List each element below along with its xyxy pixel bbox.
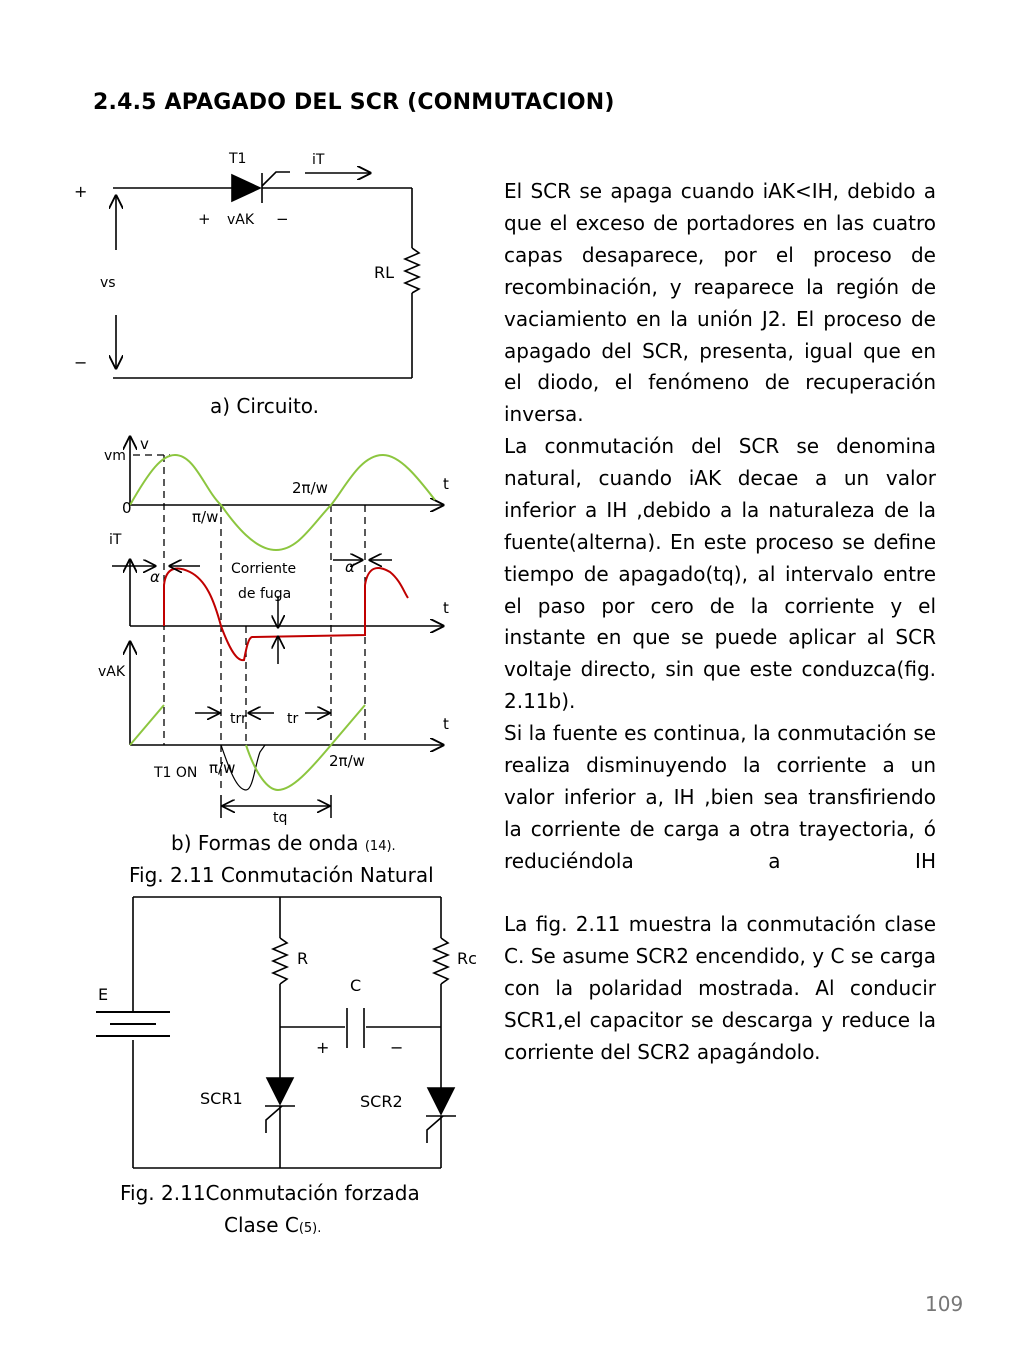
label-t-mid: t xyxy=(443,599,449,617)
caption-circuit: a) Circuito. xyxy=(210,394,320,418)
label-scr1: SCR1 xyxy=(200,1089,243,1108)
label-it: iT xyxy=(312,152,325,168)
body-paragraph-2 xyxy=(504,431,936,718)
label-leak-1: Corriente xyxy=(231,561,297,577)
label-v: v xyxy=(140,435,149,453)
body-paragraph-3 xyxy=(504,718,936,878)
label-vak: vAK xyxy=(227,212,255,228)
label-zero: 0 xyxy=(122,499,132,517)
paragraph-3-text: Si la fuente es continua, la conmutación se realiza disminuyendo la corriente a un valor inferior a, IH ,bien sea transfiriendo la corriente de carga a otra trayectoria, ó reduciéndola a IH xyxy=(504,721,936,873)
paragraph-1-text: El SCR se apaga cuando iAK<IH, debido a que el exceso de portadores en las cuatro capas desaparece, por el proceso de recombinación, y reaparece la región de vaciamiento en la unión J2. El proceso de apagado del SCR, presenta, igual que en el diodo, el fenómeno de recuperación inversa. xyxy=(504,179,936,427)
body-paragraph-1 xyxy=(504,176,936,431)
label-e: E xyxy=(98,985,109,1004)
label-pi-w-top: π/w xyxy=(192,508,219,526)
label-vak-minus: − xyxy=(276,210,289,228)
label-cap-minus: − xyxy=(390,1038,404,1057)
caption-forced-ref: (5). xyxy=(298,1221,322,1236)
label-it-wave: iT xyxy=(109,532,122,548)
caption-fig-natural: Fig. 2.11 Conmutación Natural xyxy=(129,863,434,887)
waveform-labels xyxy=(98,435,449,826)
label-pi-w-bot: π/w xyxy=(209,759,236,777)
label-scr2: SCR2 xyxy=(360,1092,403,1111)
label-c: C xyxy=(350,976,362,995)
caption-waveforms xyxy=(171,831,396,855)
caption-waveforms-text: b) Formas de onda xyxy=(171,831,359,855)
label-trr: trr xyxy=(230,711,247,727)
caption-forced-class: Clase C xyxy=(224,1213,299,1237)
paragraph-2-text: La conmutación del SCR se denomina natural, cuando iAK decae a un valor inferior a IH ,debido a la naturaleza de la fuente(alterna). En este proceso se define tiempo de apagado(tq), al intervalo entre el paso por cero de la corriente y el instante en que se puede aplicar al SCR voltaje directo, sin que este conduzca(fig. 2.11b). xyxy=(504,434,936,714)
label-t-bot: t xyxy=(443,715,449,733)
label-vak-wave: vAK xyxy=(98,664,126,680)
label-vs: vs xyxy=(100,275,116,291)
label-2pi-w-bot: 2π/w xyxy=(329,752,365,770)
label-plus: + xyxy=(74,182,88,201)
label-leak-2: de fuga xyxy=(238,586,292,602)
label-cap-plus: + xyxy=(316,1038,330,1057)
resistor-rl xyxy=(405,248,419,293)
current-wave xyxy=(164,568,408,660)
label-t1-on: T1 ON xyxy=(154,765,198,781)
label-2pi-w-top: 2π/w xyxy=(292,479,328,497)
body-paragraph-4 xyxy=(504,909,936,1069)
label-alpha-left: α xyxy=(150,568,160,586)
caption-waveforms-ref: (14). xyxy=(364,839,396,854)
label-t-top: t xyxy=(443,475,449,493)
forced-commutation-circuit xyxy=(96,897,456,1168)
paragraph-4-text: La fig. 2.11 muestra la conmutación clase C. Se asume SCR2 encendido, y C se carga con la polaridad mostrada. Al conducir SCR1,el capacitor se descarga y reduce la corriente del SCR2 apagándolo. xyxy=(504,912,936,1064)
label-r: R xyxy=(297,949,309,968)
label-vak-plus: + xyxy=(198,210,211,228)
scr-t1-symbol xyxy=(232,175,260,201)
caption-fig-forced: Fig. 2.11Conmutación forzada xyxy=(120,1181,420,1205)
page-number: 109 xyxy=(925,1292,964,1316)
label-alpha-right: α xyxy=(345,558,355,576)
label-rl: RL xyxy=(374,263,395,282)
label-rc: Rc xyxy=(457,949,477,968)
label-minus: − xyxy=(74,353,88,372)
section-heading: 2.4.5 APAGADO DEL SCR (CONMUTACION) xyxy=(93,90,615,115)
label-tr: tr xyxy=(287,711,299,727)
label-vm: vm xyxy=(104,448,126,464)
caption-fig-forced-2 xyxy=(224,1213,321,1237)
label-t1: T1 xyxy=(229,151,247,167)
label-tq: tq xyxy=(273,810,288,826)
